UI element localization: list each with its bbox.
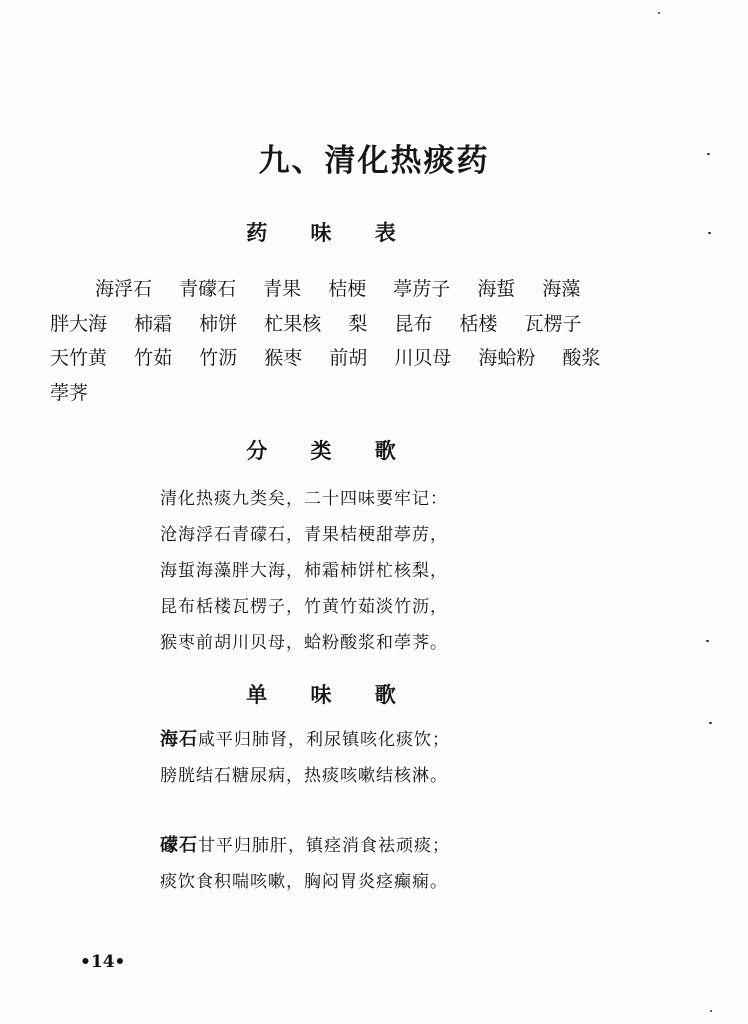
herb-list-line xyxy=(50,341,650,376)
herb-item: 瓦楞子 xyxy=(524,312,582,335)
herb-item: 竹茹 xyxy=(134,347,173,369)
verse-line: 海蜇海藻胖大海，柿霜柿饼杧核梨， xyxy=(160,561,448,581)
single-herb-song-heading: 单 味 歌 xyxy=(246,682,414,707)
herb-item: 猴枣 xyxy=(264,347,303,369)
herb-item: 柿霜 xyxy=(134,312,173,335)
herb-item: 青果 xyxy=(263,278,302,300)
verse-line xyxy=(160,828,450,864)
herb-entry-name: 礞石 xyxy=(160,835,198,856)
herb-item: 葶苈子 xyxy=(393,278,451,300)
herb-entry-text: 甘平归肺肝，镇痉消食祛顽痰； xyxy=(198,836,450,856)
herb-entry-name: 海石 xyxy=(160,729,198,750)
herb-item: 梨 xyxy=(348,312,368,335)
scan-speck xyxy=(709,722,712,724)
verse-line: 昆布栝楼瓦楞子，竹黄竹茹淡竹沥， xyxy=(160,597,448,617)
verse-line: 沧海浮石青礞石，青果桔梗甜葶苈， xyxy=(160,525,448,545)
scan-speck xyxy=(658,12,660,14)
herb-item: 昆布 xyxy=(394,312,433,335)
verse-line xyxy=(160,722,450,758)
herb-table-heading: 药 味 表 xyxy=(246,220,414,245)
scan-speck xyxy=(706,640,709,642)
classification-song-verse xyxy=(160,481,448,661)
herb-item: 青礞石 xyxy=(179,278,237,300)
herb-entry xyxy=(160,722,450,794)
herb-list-line xyxy=(50,272,650,307)
herb-item: 胖大海 xyxy=(50,312,108,335)
verse-line: 膀胱结石糖尿病，热痰咳嗽结核淋。 xyxy=(160,766,448,786)
herb-item: 前胡 xyxy=(329,347,368,369)
herb-item: 荸荠 xyxy=(50,381,89,404)
verse-line: 痰饮食积喘咳嗽，胸闷胃炎痉癫痫。 xyxy=(160,872,448,892)
herb-item: 柿饼 xyxy=(199,312,238,335)
scan-speck xyxy=(710,1010,712,1012)
herb-item: 海藻 xyxy=(542,278,581,300)
herb-list-line xyxy=(50,376,650,411)
scan-speck xyxy=(708,232,711,234)
herb-item: 栝楼 xyxy=(459,312,498,335)
verse-line: 猴枣前胡川贝母，蛤粉酸浆和荸荠。 xyxy=(160,633,448,653)
verse-line: 清化热痰九类矣，二十四味要牢记： xyxy=(160,489,448,509)
herb-item: 杧果核 xyxy=(264,312,322,335)
classification-song-heading: 分 类 歌 xyxy=(246,438,414,463)
herb-list xyxy=(50,272,650,410)
herb-item: 海蜇 xyxy=(477,278,516,300)
herb-entry xyxy=(160,828,450,900)
herb-item: 海浮石 xyxy=(95,278,153,300)
herb-item: 海蛤粉 xyxy=(478,347,536,369)
chapter-title: 九、清化热痰药 xyxy=(258,143,490,179)
scan-speck xyxy=(707,153,710,155)
herb-item: 川贝母 xyxy=(394,347,452,369)
herb-item: 天竹黄 xyxy=(50,347,108,369)
page-number: •14• xyxy=(80,952,126,972)
herb-item: 桔梗 xyxy=(328,278,367,300)
herb-entry-text: 咸平归肺肾，利尿镇咳化痰饮； xyxy=(198,730,450,750)
herb-item: 竹沥 xyxy=(199,347,238,369)
herb-list-line xyxy=(50,307,650,342)
herb-item: 酸浆 xyxy=(562,347,601,369)
